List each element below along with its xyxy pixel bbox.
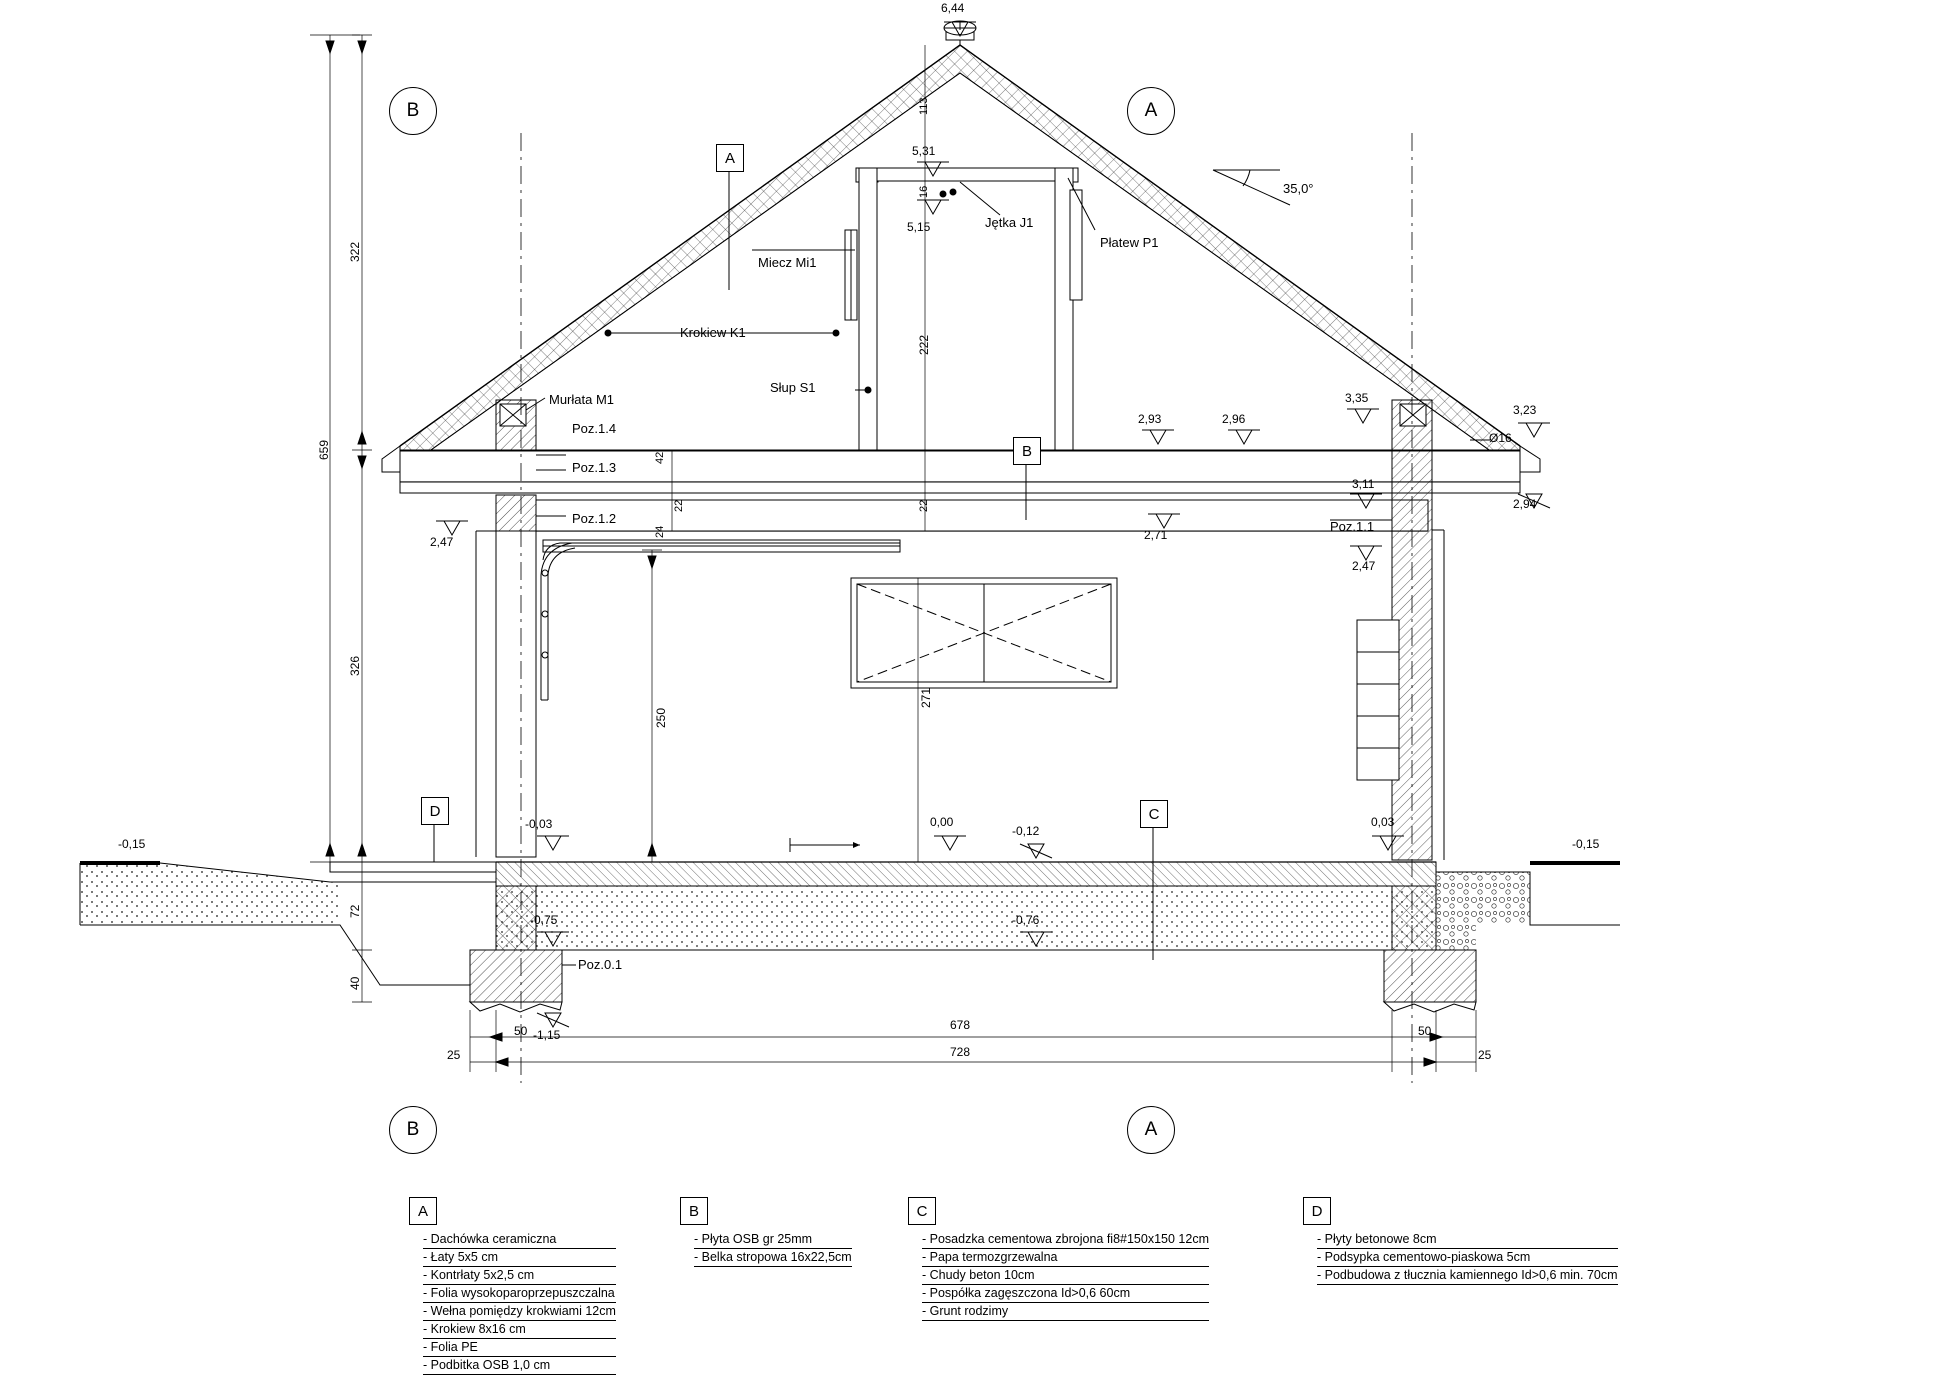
dim-window-271 <box>920 688 934 708</box>
dim-value: 322 <box>348 241 362 262</box>
level-value: 5,31 <box>912 144 936 158</box>
level-collar-top <box>912 145 935 159</box>
legend-item: - Płyty betonowe 8cm <box>1317 1231 1618 1249</box>
legend-item: - Wełna pomiędzy krokwiami 12cm <box>423 1303 616 1321</box>
level-value: 2,47 <box>1352 559 1376 573</box>
legend-b <box>680 1197 852 1267</box>
annotation-text: Poz.1.2 <box>572 511 617 526</box>
level-value: 3,23 <box>1513 403 1537 417</box>
level-threshold-left <box>525 818 552 832</box>
legend-b-lines <box>694 1231 852 1267</box>
legend-item: - Folia PE <box>423 1339 616 1357</box>
dim-span-678 <box>950 1019 970 1033</box>
legend-item: - Posadzka cementowa zbrojona fi8#150x150 12cm <box>922 1231 1209 1249</box>
level-footing-mid <box>1012 914 1039 928</box>
legend-d <box>1303 1197 1618 1285</box>
level-ceiling-mid <box>1138 413 1161 427</box>
legend-item: - Podbitka OSB 1,0 cm <box>423 1357 616 1375</box>
legend-item: - Pospółka zagęszczona Id>0,6 60cm <box>922 1285 1209 1303</box>
section-tag-label: A <box>724 149 735 167</box>
legend-item: - Podbudowa z tłucznia kamiennego Id>0,6 min. 70cm <box>1317 1267 1618 1285</box>
legend-item: - Belka stropowa 16x22,5cm <box>694 1249 852 1267</box>
level-eave-right <box>1513 404 1536 418</box>
dim-value: 113 <box>918 97 930 115</box>
level-floor-right <box>1012 825 1039 839</box>
dim-foundation-72 <box>349 905 363 918</box>
section-tag-b-ceiling[interactable] <box>1013 437 1041 465</box>
axis-bubble-label: B <box>406 100 420 121</box>
legend-tag-d <box>1303 1197 1331 1225</box>
annotation-text: Ø16 <box>1489 431 1512 445</box>
legend-c <box>908 1197 1209 1321</box>
dim-value: 16 <box>918 185 930 198</box>
dim-ceiling-22-left <box>673 500 686 512</box>
axis-bubble-label: B <box>406 1119 420 1140</box>
label-slup <box>770 381 816 396</box>
annotation-text: Słup S1 <box>770 380 816 395</box>
legend-tag-label: B <box>688 1202 699 1220</box>
annotation-text: 35,0° <box>1283 181 1314 196</box>
dim-ceiling-22-right <box>918 500 931 512</box>
dim-value: 22 <box>673 499 685 512</box>
level-value: 2,93 <box>1138 412 1162 426</box>
dim-poz14-42 <box>654 452 667 464</box>
level-value: 2,47 <box>430 535 454 549</box>
label-poz-1-1 <box>1330 520 1374 535</box>
dim-left-25 <box>447 1049 460 1063</box>
level-value: 0,00 <box>930 815 954 829</box>
level-value: -1,15 <box>533 1028 561 1042</box>
level-value: 3,35 <box>1345 391 1369 405</box>
legend-d-lines <box>1317 1231 1618 1285</box>
legend-item: - Łaty 5x5 cm <box>423 1249 616 1267</box>
dim-value: 250 <box>654 707 668 728</box>
legend-a-lines <box>423 1231 616 1375</box>
level-value: 0,03 <box>1371 815 1395 829</box>
legend-item: - Podsypka cementowo-piaskowa 5cm <box>1317 1249 1618 1267</box>
level-value: 6,44 <box>941 1 965 15</box>
dim-attic-222 <box>918 335 932 355</box>
section-tag-d-terrain[interactable] <box>421 797 449 825</box>
level-ridge <box>941 2 964 16</box>
label-poz-1-4 <box>572 422 616 437</box>
label-poz-1-3 <box>572 461 616 476</box>
legend-a <box>409 1197 616 1375</box>
level-eave-low-right <box>1513 498 1536 512</box>
dim-value: 50 <box>1418 1024 1432 1038</box>
dim-value: 50 <box>514 1024 528 1038</box>
legend-item: - Dachówka ceramiczna <box>423 1231 616 1249</box>
level-value: -0,15 <box>1572 837 1600 851</box>
label-platew <box>1100 236 1159 251</box>
legend-tag-label: D <box>1311 1202 1323 1220</box>
level-value: -0,15 <box>118 837 146 851</box>
dim-right-25 <box>1478 1049 1491 1063</box>
level-value: 2,96 <box>1222 412 1246 426</box>
dim-value: 25 <box>447 1048 461 1062</box>
annotation-text: Płatew P1 <box>1100 235 1159 250</box>
annotation-text: Murłata M1 <box>549 392 615 407</box>
level-ceiling-right <box>1222 413 1245 427</box>
label-fi16 <box>1489 432 1512 446</box>
dim-value: 222 <box>917 334 931 355</box>
dim-collar-16 <box>918 186 931 198</box>
section-tag-a-roof[interactable] <box>716 144 744 172</box>
legend-c-lines <box>922 1231 1209 1321</box>
dim-value: 24 <box>654 525 666 538</box>
level-footing-left <box>530 914 557 928</box>
level-foundation-bottom <box>533 1029 560 1043</box>
legend-item: - Grunt rodzimy <box>922 1303 1209 1321</box>
axis-bubble-label: A <box>1144 100 1158 121</box>
label-jetka <box>985 216 1033 231</box>
annotation-text: Poz.0.1 <box>578 957 623 972</box>
dim-poz12-24 <box>654 526 667 538</box>
legend-item: - Kontrłaty 5x2,5 cm <box>423 1267 616 1285</box>
level-value: 2,71 <box>1144 528 1168 542</box>
level-value: 2,94 <box>1513 497 1537 511</box>
level-value: -0,76 <box>1012 913 1040 927</box>
label-poz-1-2 <box>572 512 616 527</box>
dim-value: 659 <box>317 439 331 460</box>
dim-value: 72 <box>348 904 362 918</box>
legend-tag-label: C <box>916 1202 928 1220</box>
level-value: -0,12 <box>1012 824 1040 838</box>
dim-value: 22 <box>918 499 930 512</box>
annotation-text: Jętka J1 <box>985 215 1034 230</box>
dim-foundation-40 <box>349 977 363 990</box>
label-miecz <box>758 256 817 271</box>
legend-item: - Krokiew 8x16 cm <box>423 1321 616 1339</box>
dim-ground-height <box>349 656 363 676</box>
legend-item: - Płyta OSB gr 25mm <box>694 1231 852 1249</box>
dim-ridge-113 <box>918 97 931 115</box>
section-tag-label: B <box>1021 442 1032 460</box>
level-terrain-right <box>1572 838 1599 852</box>
section-tag-c-floor[interactable] <box>1140 800 1168 828</box>
level-ceiling-low <box>1352 478 1374 492</box>
dim-value: 678 <box>950 1018 971 1032</box>
legend-tag-b <box>680 1197 708 1225</box>
level-collar-bottom <box>907 221 930 235</box>
label-poz-0-1 <box>578 958 622 973</box>
dim-value: 271 <box>919 687 933 708</box>
legend-tag-label: A <box>417 1202 428 1220</box>
legend-item: - Chudy beton 10cm <box>922 1267 1209 1285</box>
section-tag-label: D <box>429 802 441 820</box>
level-value: -0,75 <box>530 913 558 927</box>
label-krokiew <box>680 326 746 341</box>
dim-value: 25 <box>1478 1048 1492 1062</box>
legend-item: - Papa termozgrzewalna <box>922 1249 1209 1267</box>
level-value: -0,03 <box>525 817 553 831</box>
dim-value: 326 <box>348 655 362 676</box>
axis-bubble-a-bottom[interactable] <box>1127 1106 1175 1154</box>
axis-bubble-label: A <box>1144 1119 1158 1140</box>
axis-bubble-b-top[interactable] <box>389 87 437 135</box>
dim-room-250 <box>655 708 669 728</box>
label-roof-angle <box>1283 182 1314 197</box>
level-zero <box>930 816 953 830</box>
axis-bubble-b-bottom[interactable] <box>389 1106 437 1154</box>
level-beam-bottom <box>1144 529 1167 543</box>
legend-tag-a <box>409 1197 437 1225</box>
dim-value: 40 <box>348 976 362 990</box>
level-beam-left <box>430 536 453 550</box>
annotation-text: Poz.1.3 <box>572 460 617 475</box>
legend-tag-c <box>908 1197 936 1225</box>
level-beam-right <box>1352 560 1375 574</box>
annotation-text: Miecz Mi1 <box>758 255 817 270</box>
level-terrace-right <box>1371 816 1394 830</box>
dim-attic-height <box>349 242 363 262</box>
legend-item: - Folia wysokoparoprzepuszczalna <box>423 1285 616 1303</box>
annotation-text: Krokiew K1 <box>680 325 746 340</box>
dim-value: 42 <box>654 451 666 464</box>
level-terrain-left <box>118 838 145 852</box>
axis-bubble-a-top[interactable] <box>1127 87 1175 135</box>
dim-right-50 <box>1418 1025 1431 1039</box>
label-murlata <box>549 393 614 408</box>
annotation-text: Poz.1.4 <box>572 421 617 436</box>
section-tag-label: C <box>1148 805 1160 823</box>
annotation-text: Poz.1.1 <box>1330 519 1375 534</box>
dim-left-50 <box>514 1025 527 1039</box>
level-wallplate-right <box>1345 392 1368 406</box>
level-value: 5,15 <box>907 220 931 234</box>
level-value: 3,11 <box>1352 477 1375 491</box>
dim-span-728 <box>950 1046 970 1060</box>
dim-total-height <box>318 440 332 460</box>
dim-value: 728 <box>950 1045 971 1059</box>
